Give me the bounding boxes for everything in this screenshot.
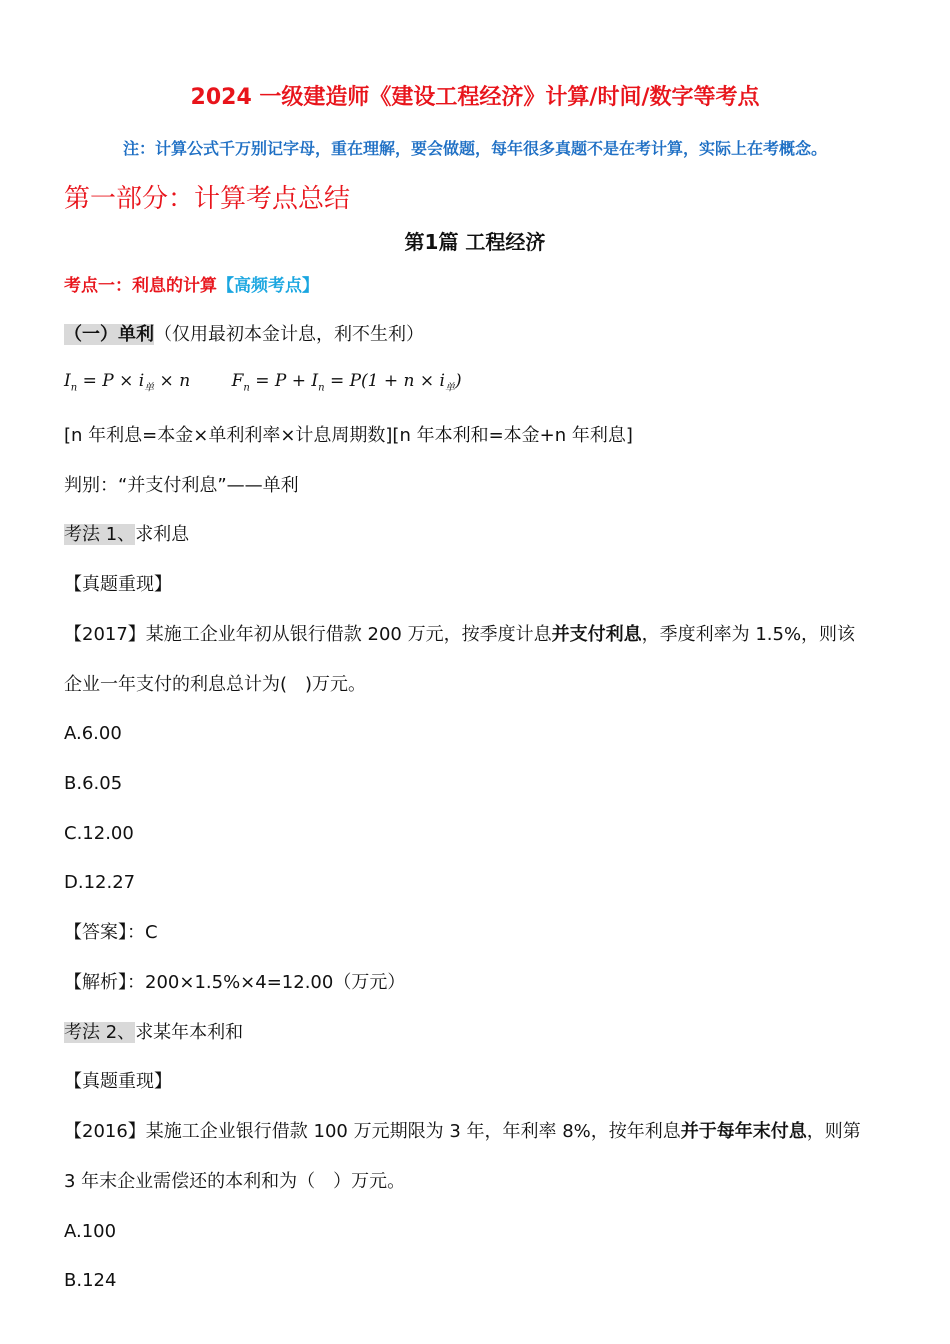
frequency-tag: 【高频考点】 — [217, 276, 319, 296]
method-label: 考法 1、 — [64, 524, 136, 545]
formula-amount: $F_n = P + I_n = P(1 + n \times i_单)$ — [231, 371, 462, 394]
section-desc: （仅用最初本金计息，利不生利） — [154, 324, 424, 345]
zhenti-heading: 【真题重现】 — [64, 574, 172, 595]
kaodian-label: 考点一：利息的计算 — [64, 276, 217, 296]
chapter-heading: 第1篇 工程经济 — [404, 230, 546, 254]
option-c: C.12.00 — [64, 823, 134, 844]
question-text: 【2016】某施工企业银行借款 100 万元期限为 3 年，年利率 8%，按年利息 — [64, 1121, 681, 1142]
question-text: ，则第 — [806, 1121, 861, 1142]
question-2-line-2: 3 年末企业需偿还的本利和为（ ）万元。 — [64, 1171, 406, 1192]
option-b: B.6.05 — [64, 773, 123, 794]
formula-explanation: [n 年利息=本金×单利利率×计息周期数][n 年本利和=本金+n 年利息] — [64, 425, 633, 446]
formula-interest: $I_n = P \times i_单 \times n$ — [64, 371, 191, 394]
option-a: A.100 — [64, 1221, 117, 1242]
answer-text: 【答案】：C — [64, 922, 158, 943]
part-heading: 第一部分：计算考点总结 — [64, 184, 351, 214]
document-title: 2024 一级建造师《建设工程经济》计算/时间/数字等考点 — [190, 85, 760, 110]
note-text: 注：计算公式千万别记字母，重在理解，要会做题，每年很多真题不是在考计算，实际上在考概念。 — [122, 139, 827, 158]
method-1-heading — [64, 523, 189, 547]
question-2-line-1 — [64, 1120, 861, 1144]
zhenti-heading: 【真题重现】 — [64, 1071, 172, 1092]
question-text: ，季度利率为 1.5%，则该 — [641, 624, 856, 645]
method-2-heading — [64, 1021, 243, 1045]
option-b: B.124 — [64, 1270, 117, 1291]
option-a: A.6.00 — [64, 723, 122, 744]
judge-text: 判别：“并支付利息”——单利 — [64, 475, 299, 496]
question-emphasis: 并支付利息 — [551, 624, 642, 645]
method-text: 求利息 — [135, 524, 190, 545]
simple-interest-formula — [64, 369, 462, 400]
question-emphasis: 并于每年末付息 — [680, 1121, 807, 1142]
kaodian-heading — [64, 274, 319, 298]
section-heading-simple-interest — [64, 323, 424, 347]
method-label: 考法 2、 — [64, 1022, 136, 1043]
option-d: D.12.27 — [64, 872, 136, 893]
section-label: （一）单利 — [64, 324, 154, 345]
question-1-line-2: 企业一年支付的利息总计为( )万元。 — [64, 674, 367, 695]
question-1-line-1 — [64, 623, 855, 647]
analysis-text: 【解析】：200×1.5%×4=12.00（万元） — [64, 972, 406, 993]
question-text: 【2017】某施工企业年初从银行借款 200 万元，按季度计息 — [64, 624, 552, 645]
method-text: 求某年本利和 — [135, 1022, 244, 1043]
